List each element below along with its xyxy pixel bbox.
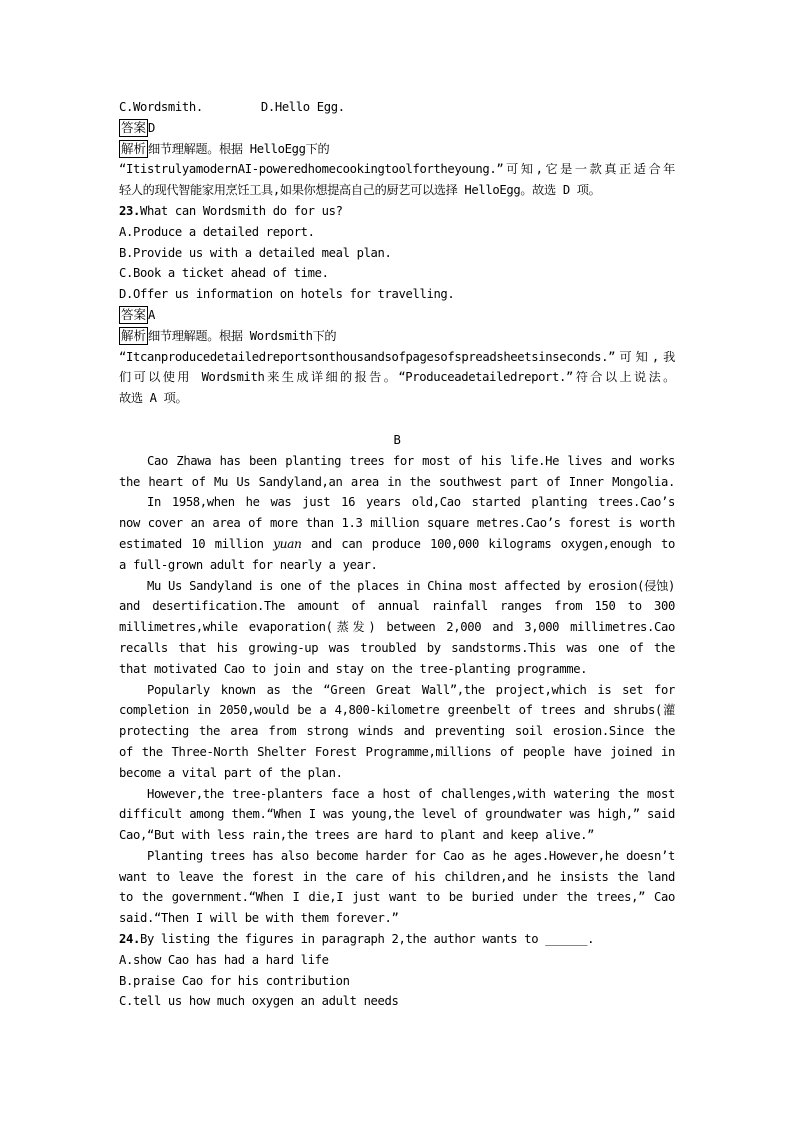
q23-analysis-line-2: “Itcanproducedetailedreportsonthousandsofpagesofspreadsheetsinseconds.”可知,我 [119,349,675,364]
answer-tag: 答案 [121,119,147,135]
passage-line: difficult among them.“When I was young,the level of groundwater was high,” said [119,807,675,822]
q23-stem [119,201,675,222]
passage-line: a full-grown adult for nearly a year. [119,557,378,572]
passage-line: completion in 2050,would be a 4,800-kilometre greenbelt of trees and shrubs(灌 [119,703,675,718]
passage-line: of the Three-North Shelter Forest Programme,millions of people have joined in [119,744,675,759]
passage-line: Popularly known as the “Green Great Wall”,the project,which is set for [147,682,675,697]
passage-line: the heart of Mu Us Sandyland,an area in the southwest part of Inner Mongolia. [119,474,675,489]
passage-line: Cao Zhawa has been planting trees for most of his life.He lives and works [147,453,675,468]
passage-italic-yuan: yuan [273,536,302,551]
q23-number: 23. [119,203,140,218]
passage-line: Planting trees has also become harder for Cao as he ages.However,he doesn’t [147,848,675,863]
q23-answer: A [148,307,156,322]
q22-analysis-text: 细节理解题。根据 HelloEgg下的 [148,141,330,156]
q22-analysis-line-1 [119,139,675,160]
passage-line: In 1958,when he was just 16 years old,Cao started planting trees.Cao’s [147,495,675,510]
q24-text: By listing the figures in paragraph 2,the author wants to ______. [139,932,595,947]
passage-line: that motivated Cao to join and stay on the tree-planting programme. [119,661,588,676]
q24-option-c: C.tell us how much oxygen an adult needs [119,994,399,1009]
q23-text: What can Wordsmith do for us? [139,203,343,218]
passage-line: recalls that his growing-up was troubled by sandstorms.This was one of the [119,640,675,655]
q22-option-c: C.Wordsmith. [119,100,203,114]
q24-number: 24. [119,932,140,947]
passage-line: become a vital part of the plan. [119,765,343,780]
q23-option-a: A.Produce a detailed report. [119,224,315,239]
q22-option-d: D.Hello Egg. [260,100,345,114]
answer-tag: 答案 [121,306,147,322]
passage-line [119,534,675,555]
q23-option-b: B.Provide us with a detailed meal plan. [119,245,392,260]
passage-line: now cover an area of more than 1.3 million square metres.Cao’s forest is worth [119,516,675,531]
passage-line: to the government.“When I die,I just want to be buried under the trees,” Cao [119,890,675,905]
q23-analysis-line-3: 们可以使用 Wordsmith来生成详细的报告。“Produceadetailedreport.”符合以上说法。 [119,370,675,385]
passage-line: Cao,“But with less rain,the trees are hard to plant and keep alive.” [119,828,595,843]
passage-line-text: estimated 10 million [119,536,274,551]
q24-stem [119,929,675,950]
q24-option-a: A.show Cao has had a hard life [119,952,329,967]
q22-answer: D [148,120,156,135]
q22-analysis-line-3: 轻人的现代智能家用烹饪工具,如果你想提高自己的厨艺可以选择 HelloEgg。故选 D 项。 [119,183,601,198]
passage-line: and desertification.The amount of annual rainfall ranges from 150 to 300 [119,599,675,614]
q23-option-d: D.Offer us information on hotels for travelling. [119,287,455,302]
passage-line: millimetres,while evaporation(蒸发) between 2,000 and 3,000 millimetres.Cao [119,620,675,635]
passage-line: want to leave the forest in the care of his children,and he insists the land [119,869,675,884]
q23-option-c: C.Book a ticket ahead of time. [119,266,329,281]
q24-option-b: B.praise Cao for his contribution [119,973,350,988]
analysis-tag: 解析 [121,327,147,343]
q23-analysis-line-1 [119,326,675,347]
passage-line: However,the tree-planters face a host of challenges,with watering the most [147,786,675,801]
q22-options-line [119,97,675,118]
passage-line: protecting the area from strong winds and preventing soil erosion.Since the [119,724,675,739]
q23-answer-line [119,305,675,326]
analysis-tag: 解析 [121,140,147,156]
document-page [119,97,675,1012]
passage-line: Mu Us Sandyland is one of the places in China most affected by erosion(侵蚀) [147,578,675,593]
passage-b-heading: B [393,432,401,447]
q23-analysis-line-4: 故选 A 项。 [119,391,188,406]
q23-analysis-text: 细节理解题。根据 Wordsmith下的 [148,328,337,343]
passage-line: said.“Then I will be with them forever.” [119,911,399,926]
q22-analysis-line-2: “ItistrulyamodernAI-poweredhomecookingtoolfortheyoung.”可知,它是一款真正适合年 [119,162,675,177]
q22-answer-line [119,118,675,139]
passage-line-text: and can produce 100,000 kilograms oxygen,enough to [310,536,675,551]
